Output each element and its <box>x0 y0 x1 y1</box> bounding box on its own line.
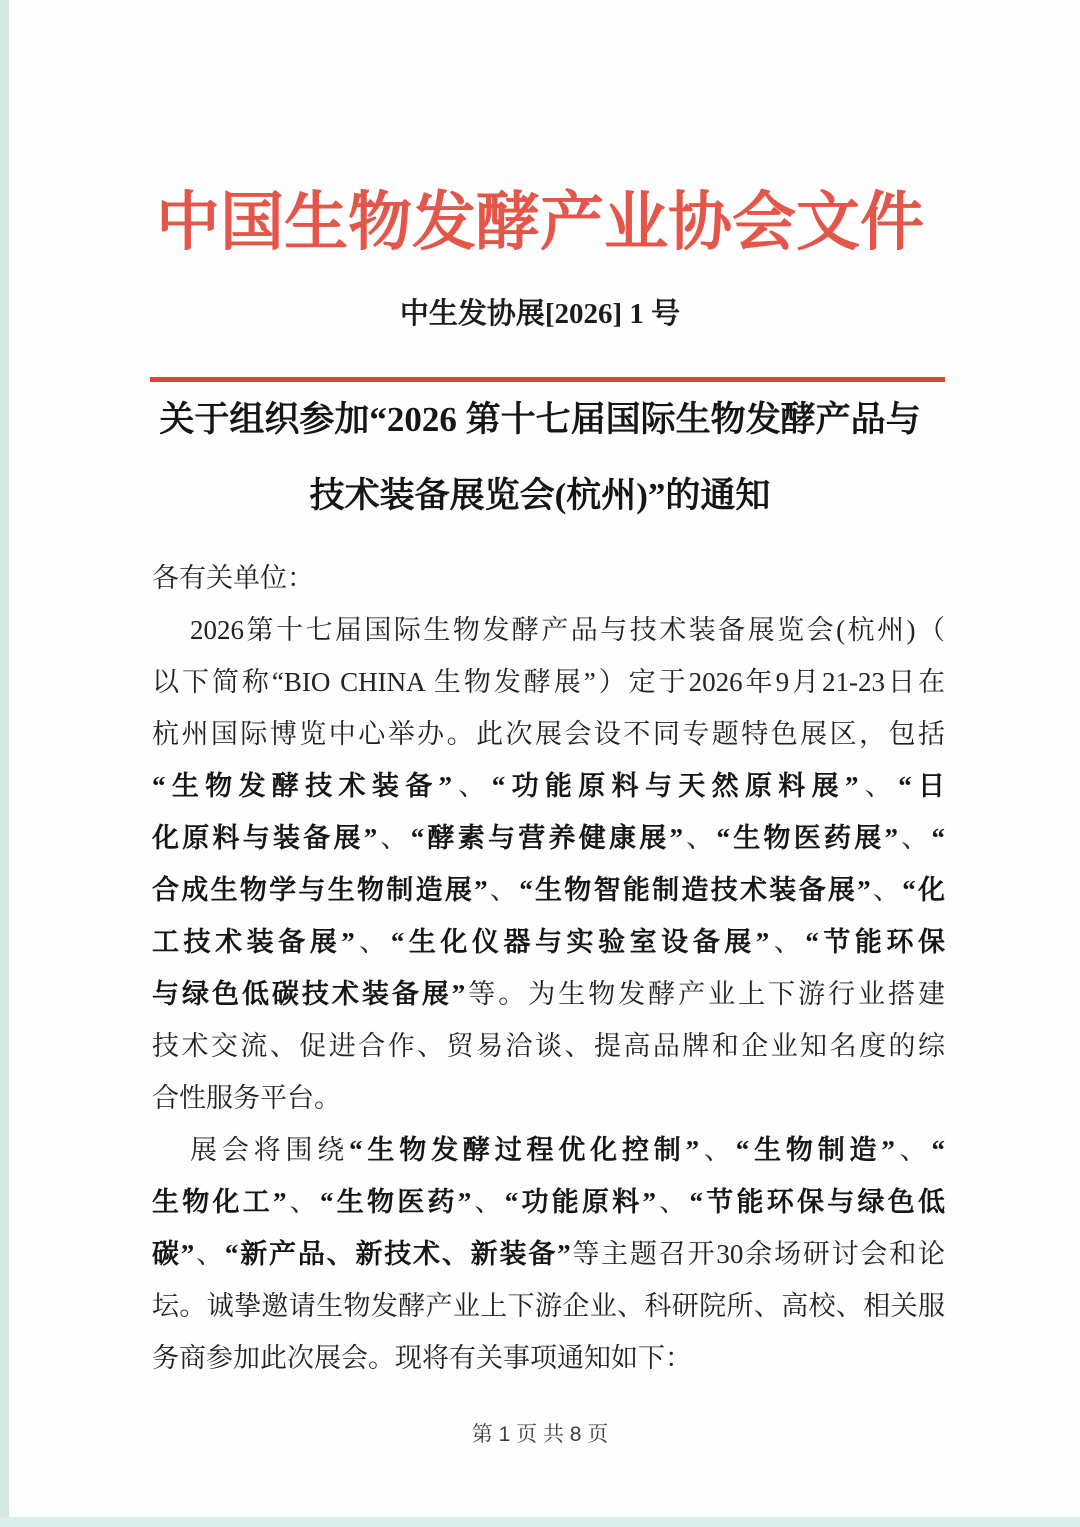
body-segment-bold: “生物医药展” <box>716 823 898 853</box>
body-segment: 、 <box>286 1187 320 1217</box>
doc-title-line-1: 关于组织参加“2026 第十七届国际生物发酵产品与 <box>159 400 921 439</box>
body-segment: 、 <box>656 1187 690 1217</box>
body-segment: 各有关单位： <box>152 563 314 593</box>
body-line <box>152 1072 945 1124</box>
body-segment: 等主题召开30余场研讨会和论 <box>570 1239 946 1269</box>
body-segment: 2026第十七届国际生物发酵产品与技术装备展览会(杭州)（ <box>190 615 945 645</box>
body-segment-bold: “节能环保 <box>805 927 946 957</box>
body-segment-bold: “ <box>931 823 945 853</box>
body-segment-bold: “化 <box>902 875 946 905</box>
body-segment-bold: “节能环保与绿色低 <box>689 1187 945 1217</box>
body-line <box>152 1332 945 1384</box>
body-line <box>152 968 945 1020</box>
body-segment: 坛。诚挚邀请生物发酵产业上下游企业、科研院所、高校、相关服 <box>152 1291 945 1321</box>
body-segment-bold: “生物制造” <box>735 1135 895 1165</box>
issue-number: 中生发协展[2026] 1 号 <box>399 298 681 330</box>
body-segment: 、 <box>377 823 411 853</box>
body-text <box>152 552 945 1384</box>
body-line <box>152 1124 945 1176</box>
body-segment-bold: “生物发酵技术装备” <box>152 771 453 801</box>
body-segment: 、 <box>683 823 717 853</box>
body-segment-bold: 合成生物学与生物制造展” <box>152 875 488 905</box>
body-line <box>152 1280 945 1332</box>
body-line <box>152 604 945 656</box>
body-segment-bold: “生物医药” <box>320 1187 472 1217</box>
body-segment: 、 <box>194 1239 225 1269</box>
body-segment: 、 <box>487 875 520 905</box>
body-segment-bold: “生化仪器与实验室设备展” <box>390 927 770 957</box>
body-segment: 等。为生物发酵产业上下游行业搭建 <box>465 979 946 1009</box>
body-line <box>152 1176 945 1228</box>
body-segment: 、 <box>699 1135 736 1165</box>
body-line <box>152 1020 945 1072</box>
body-segment: 、 <box>452 771 492 801</box>
body-segment: 、 <box>354 927 391 957</box>
body-segment-bold: “生物智能制造技术装备展” <box>519 875 871 905</box>
doc-title-line-2: 技术装备展览会(杭州)”的通知 <box>309 476 771 515</box>
body-segment-bold: 碳” <box>152 1239 195 1269</box>
body-segment-bold: 生物化工” <box>152 1187 287 1217</box>
body-line <box>152 1228 945 1280</box>
body-segment: 、 <box>898 823 932 853</box>
body-line <box>152 864 945 916</box>
body-segment-bold: “新产品、新技术、新装备” <box>224 1239 571 1269</box>
body-line <box>152 812 945 864</box>
body-line <box>152 552 945 604</box>
body-segment: 杭州国际博览中心举办。此次展会设不同专题特色展区，包括 <box>152 719 945 749</box>
red-divider <box>150 377 945 382</box>
body-segment: 合性服务平台。 <box>152 1083 341 1113</box>
body-segment-bold: “生物发酵过程优化控制” <box>349 1135 700 1165</box>
body-segment: 以下简称“BIO CHINA 生物发酵展”）定于2026年9月21-23日在 <box>152 667 945 697</box>
body-segment-bold: 化原料与装备展” <box>152 823 378 853</box>
footer-page-number: 第 1 页 共 8 页 <box>471 1423 609 1446</box>
body-segment: 、 <box>870 875 903 905</box>
body-segment: 、 <box>858 771 899 801</box>
body-segment-bold: “ <box>931 1135 946 1165</box>
body-segment: 务商参加此次展会。现将有关事项通知如下： <box>152 1343 692 1373</box>
body-segment-bold: 与绿色低碳技术装备展” <box>152 979 466 1009</box>
body-segment-bold: “日 <box>898 771 946 801</box>
body-segment: 、 <box>769 927 806 957</box>
body-segment-bold: 工技术装备展” <box>152 927 355 957</box>
body-line <box>152 760 945 812</box>
body-segment-bold: “酵素与营养健康展” <box>410 823 683 853</box>
body-segment-bold: “功能原料” <box>504 1187 656 1217</box>
scan-edge-bottom <box>0 1517 1080 1527</box>
body-segment: 、 <box>894 1135 932 1165</box>
body-segment-bold: “功能原料与天然原料展” <box>491 771 859 801</box>
body-segment: 、 <box>471 1187 505 1217</box>
body-segment: 技术交流、促进合作、贸易洽谈、提高品牌和企业知名度的综 <box>152 1031 945 1061</box>
body-line <box>152 656 945 708</box>
body-line <box>152 708 945 760</box>
body-line <box>152 916 945 968</box>
body-segment: 展会将围绕 <box>190 1135 350 1165</box>
org-title: 中国生物发酵产业协会文件 <box>156 187 924 258</box>
